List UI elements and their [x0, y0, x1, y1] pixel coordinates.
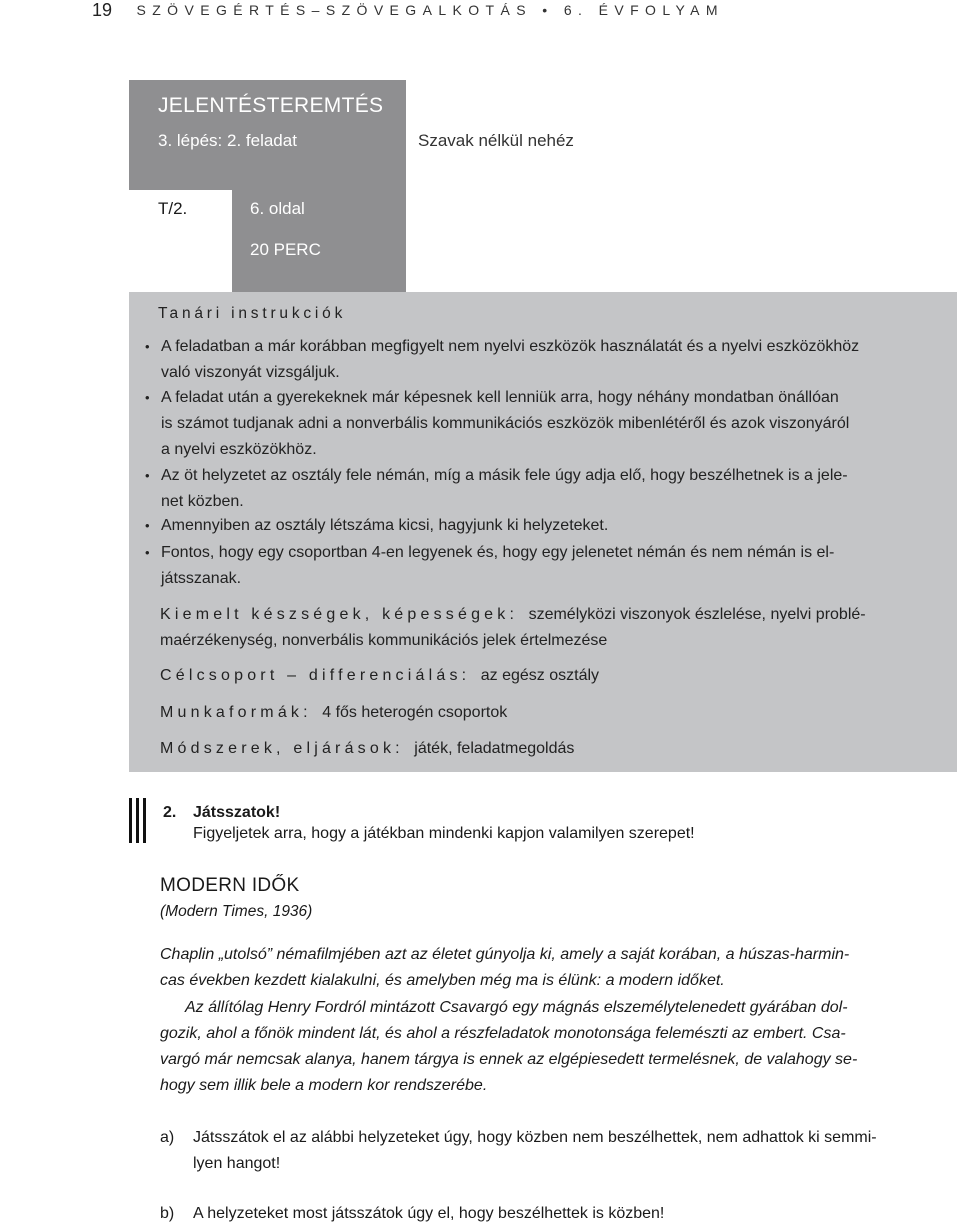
skills-value: személyközi viszonyok észlelése, nyelvi problé-: [528, 606, 866, 623]
skills-label: Kiemelt készségek, képességek:: [160, 606, 519, 623]
target-group-label: Célcsoport – differenciálás:: [160, 667, 471, 684]
task-item-b: [160, 1201, 950, 1227]
bullet-point: •: [145, 390, 150, 405]
exercise-number: 2.: [163, 804, 177, 821]
bullet-point: •: [145, 518, 150, 533]
exercise-marker-bar: [136, 798, 139, 843]
instructions-heading: Tanári instrukciók: [158, 305, 347, 322]
bullet-point: •: [145, 468, 150, 483]
paragraph-line: Az állítólag Henry Fordról mintázott Csavargó egy mágnás elszemélytelenedett gyárában dol-: [185, 999, 848, 1016]
paragraph-line: cas években kezdett kialakulni, és amelyben még ma is élünk: a modern időket.: [160, 972, 725, 989]
instruction-line: Az öt helyzetet az osztály fele némán, míg a másik fele úgy adja elő, hogy beszélhetnek is a jele-: [161, 467, 848, 484]
skills-row: [160, 602, 930, 654]
skills-value-cont: maérzékenység, nonverbális kommunikációs jelek értelmezése: [160, 632, 608, 649]
instruction-bullet: [145, 540, 925, 592]
paragraph-line: vargó már nemcsak alanya, hanem tárgya is ennek az elgépiesedett termelésnek, de valahogy se-: [160, 1051, 858, 1068]
methods-row: [160, 736, 930, 762]
task-title: JELENTÉSTEREMTÉS: [158, 94, 384, 117]
duration-label: 20 PERC: [250, 240, 321, 259]
exercise-title: Játsszatok!: [193, 804, 281, 821]
exercise-marker-bar: [143, 798, 146, 843]
instruction-line: is számot tudjanak adni a nonverbális kommunikációs eszközök mibenlétéről és azok viszonyáról: [161, 415, 850, 432]
instruction-line: Amennyiben az osztály létszáma kicsi, hagyjunk ki helyzeteket.: [161, 517, 609, 534]
task-letter: a): [160, 1129, 175, 1146]
work-forms-label: Munkaformák:: [160, 704, 312, 721]
instruction-bullet: [145, 463, 925, 515]
exercise-marker-bar: [129, 798, 132, 843]
instruction-bullet: [145, 334, 925, 386]
paragraph-line: gozik, ahol a főnök mindent lát, és ahol a részfeladatok monotonsága felemészti az embert. Csa-: [160, 1025, 846, 1042]
target-group-row: [160, 663, 930, 689]
instruction-line: net közben.: [161, 493, 244, 510]
paragraph-line: Chaplin „utolsó” némafilmjében azt az életet gúnyolja ki, amely a saját korában, a húszas-harmin-: [160, 946, 850, 963]
film-subtitle: (Modern Times, 1936): [160, 903, 313, 920]
step-label: 3. lépés: 2. feladat: [158, 131, 297, 150]
instruction-line: való viszonyát vizsgáljuk.: [161, 364, 340, 381]
task-line: lyen hangot!: [193, 1155, 281, 1172]
target-group-value: az egész osztály: [480, 667, 600, 684]
instruction-bullet: [145, 513, 925, 539]
paragraph-line: hogy sem illik bele a modern kor rendszerébe.: [160, 1077, 488, 1094]
running-title: SZÖVEGÉRTÉS–SZÖVEGALKOTÁS • 6. ÉVFOLYAM: [136, 2, 724, 18]
task-letter: b): [160, 1205, 175, 1222]
task-line: A helyzeteket most játsszátok úgy el, hogy beszélhettek is közben!: [193, 1205, 665, 1222]
running-header: [92, 0, 724, 22]
film-intro: [160, 942, 930, 994]
exercise-instruction: Figyeljetek arra, hogy a játékban mindenki kapjon valamilyen szerepet!: [193, 825, 695, 842]
bullet-point: •: [145, 545, 150, 560]
work-forms-value: 4 fős heterogén csoportok: [322, 704, 508, 721]
task-line: Játsszátok el az alábbi helyzeteket úgy, hogy közben nem beszélhettek, nem adhattok ki semmi-: [193, 1129, 877, 1146]
page-reference: 6. oldal: [250, 199, 305, 218]
instruction-bullet: [145, 385, 925, 463]
instruction-line: a nyelvi eszközökhöz.: [161, 441, 317, 458]
bullet-point: •: [145, 339, 150, 354]
methods-label: Módszerek, eljárások:: [160, 740, 404, 757]
instruction-line: játsszanak.: [161, 570, 242, 587]
page-number: 19: [92, 0, 113, 20]
methods-value: játék, feladatmegoldás: [414, 740, 575, 757]
task-subtitle: Szavak nélkül nehéz: [418, 131, 574, 150]
task-code: T/2.: [158, 199, 188, 218]
work-forms-row: [160, 700, 930, 726]
film-description: [160, 995, 930, 1099]
film-title: MODERN IDŐK: [160, 875, 300, 896]
task-item-a: [160, 1125, 950, 1177]
instruction-line: A feladat után a gyerekeknek már képesnek kell lenniük arra, hogy néhány mondatban önállóan: [161, 389, 839, 406]
instruction-line: A feladatban a már korábban megfigyelt nem nyelvi eszközök használatát és a nyelvi eszközökhöz: [161, 338, 860, 355]
instruction-line: Fontos, hogy egy csoportban 4-en legyenek és, hogy egy jelenetet némán és nem némán is el-: [161, 544, 835, 561]
